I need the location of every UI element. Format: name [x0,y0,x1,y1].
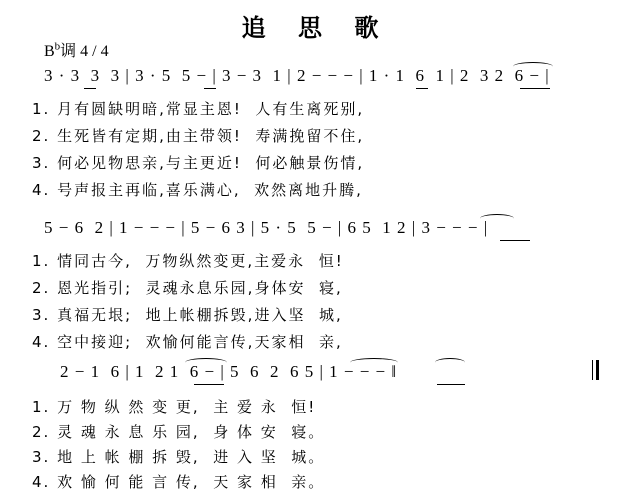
rhythm-underline [437,384,465,385]
slur-arc [350,358,398,367]
rhythm-underline [204,88,216,89]
lyric-line: 2. 灵 魂 永 息 乐 园, 身 体 安 寝。 [32,423,326,441]
key-letter: B [44,43,55,60]
notation-line-1: 3 · 3 3 3 | 3 · 5 5 − | 3 − 3 1 | 2 − − − | 1 · 1 6 1 | 2 3 2 6 − | [44,66,550,85]
slur-arc [480,214,514,223]
song-title: 追 思 歌 [241,14,391,42]
rhythm-underline [416,88,428,89]
rhythm-underline [84,88,96,89]
lyric-line: 2. 恩光指引; 灵魂永息乐园,身体安 寝, [32,279,343,297]
slur-arc [435,358,465,367]
final-barline-thin [592,360,593,380]
lyric-line: 3. 何必见物思亲,与主更近! 何必触景伤情, [32,154,365,172]
lyric-line: 4. 空中接迎; 欢愉何能言传,天家相 亲, [32,333,343,351]
lyric-line: 4. 欢 愉 何 能 言 传, 天 家 相 亲。 [32,473,326,491]
lyric-line: 3. 真福无垠; 地上帐棚拆毁,进入坚 城, [32,306,343,324]
slur-arc [185,358,227,367]
lyric-line: 4. 号声报主再临,喜乐满心, 欢然离地升腾, [32,181,363,199]
key-signature [44,38,109,61]
final-barline-thick [596,360,599,380]
flat-sign: b [54,40,61,53]
rhythm-underline [520,88,550,89]
slur-arc [513,62,553,71]
rhythm-underline [194,384,224,385]
lyric-line: 2. 生死皆有定期,由主带领! 寿满挽留不住, [32,127,365,145]
lyric-line: 1. 万 物 纵 然 变 更, 主 爱 永 恒! [32,398,317,416]
lyric-line: 1. 月有圆缺明暗,常显主恩! 人有生离死别, [32,100,365,118]
lyric-line: 1. 情同古今, 万物纵然变更,主爱永 恒! [32,252,344,270]
lyric-line: 3. 地 上 帐 棚 拆 毁, 进 入 坚 城。 [32,448,326,466]
rhythm-underline [500,240,530,241]
key-meter: 调 4 / 4 [60,43,109,60]
notation-line-2: 5 − 6 2 | 1 − − − | 5 − 6 3 | 5 · 5 5 − | 6 5 1 2 | 3 − − − | [44,218,489,237]
notation-line-3: 2 − 1 6 | 1 2 1 6 − | 5 6 2 6 5 | 1 − − − ‖ [60,362,398,381]
